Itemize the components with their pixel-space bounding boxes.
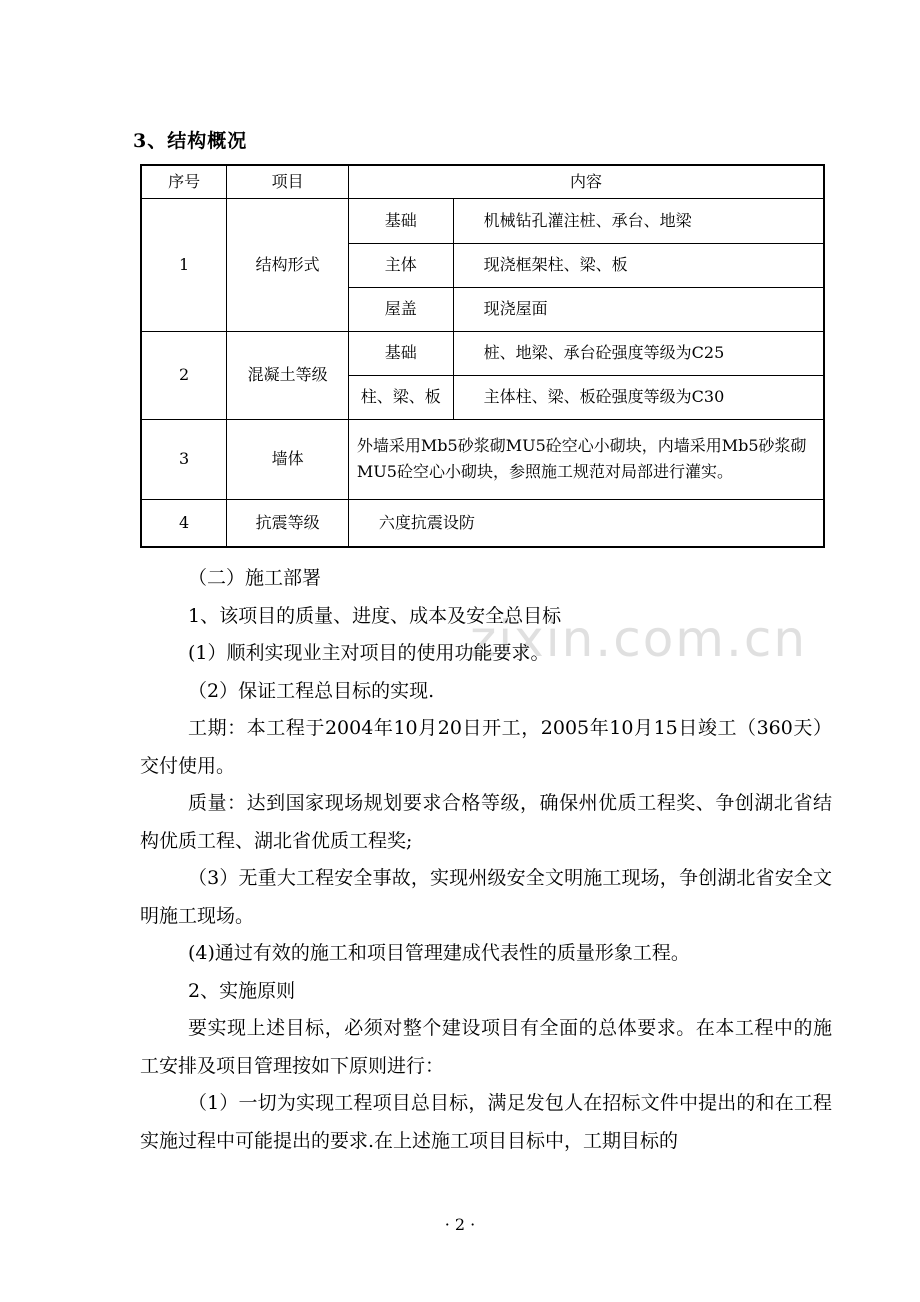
paragraph: （3）无重大工程安全事故，实现州级安全文明施工现场，争创湖北省安全文明施工现场。 [140,867,832,927]
row-item: 墙体 [227,419,349,499]
header-content: 内容 [348,165,824,198]
sub-item: 基础 [348,198,453,243]
sub-content: 桩、地梁、承台砼强度等级为C25 [453,331,824,375]
paragraph: 1、该项目的质量、进度、成本及安全总目标 [188,604,562,627]
sub-item: 主体 [348,243,453,287]
sub-content: 现浇屋面 [453,287,824,331]
paragraph: 2、实施原则 [188,979,296,1002]
header-item: 项目 [227,165,349,198]
row-item: 结构形式 [227,198,349,331]
paragraph: (4)通过有效的施工和项目管理建成代表性的质量形象工程。 [188,942,690,964]
section-title: 3、结构概况 [133,130,248,152]
row-item: 混凝土等级 [227,331,349,419]
sub-content: 现浇框架柱、梁、板 [453,243,824,287]
table-row [141,331,824,375]
table-row [141,198,824,243]
row-no: 4 [141,499,227,547]
sub-item: 柱、梁、板 [348,375,453,419]
paragraph: 要实现上述目标，必须对整个建设项目有全面的总体要求。在本工程中的施工安排及项目管理按如下原则进行： [140,1017,832,1077]
watermark: zixin.com.cn [470,610,808,668]
sub-content: 机械钻孔灌注桩、承台、地梁 [453,198,824,243]
paragraph: （1）一切为实现工程项目总目标，满足发包人在招标文件中提出的和在工程实施过程中可能提出的要求.在上述施工项目目标中，工期目标的 [140,1092,832,1152]
header-no: 序号 [141,165,227,198]
sub-item: 屋盖 [348,287,453,331]
row-content: 六度抗震设防 [348,499,824,547]
body-text [140,560,832,1160]
row-item: 抗震等级 [227,499,349,547]
table-row [141,419,824,499]
paragraph: （2）保证工程总目标的实现. [188,679,435,702]
paragraph: （二）施工部署 [188,567,322,589]
row-content: 外墙采用Mb5砂浆砌MU5砼空心小砌块，内墙采用Mb5砂浆砌MU5砼空心小砌块，参照施工规范对局部进行灌实。 [348,419,824,499]
sub-content: 主体柱、梁、板砼强度等级为C30 [453,375,824,419]
paragraph: 工期：本工程于2004年10月20日开工，2005年10月15日竣工（360天）交付使用。 [140,717,832,777]
sub-item: 基础 [348,331,453,375]
page-number: · 2 · [444,1215,476,1234]
table-header-row [141,165,824,198]
paragraph: (1）顺利实现业主对项目的使用功能要求。 [188,642,550,664]
row-no: 2 [141,331,227,419]
structure-table [140,164,825,548]
row-no: 3 [141,419,227,499]
paragraph: 质量：达到国家现场规划要求合格等级，确保州优质工程奖、争创湖北省结构优质工程、湖北省优质工程奖; [140,792,832,852]
table-row [141,499,824,547]
row-no: 1 [141,198,227,331]
